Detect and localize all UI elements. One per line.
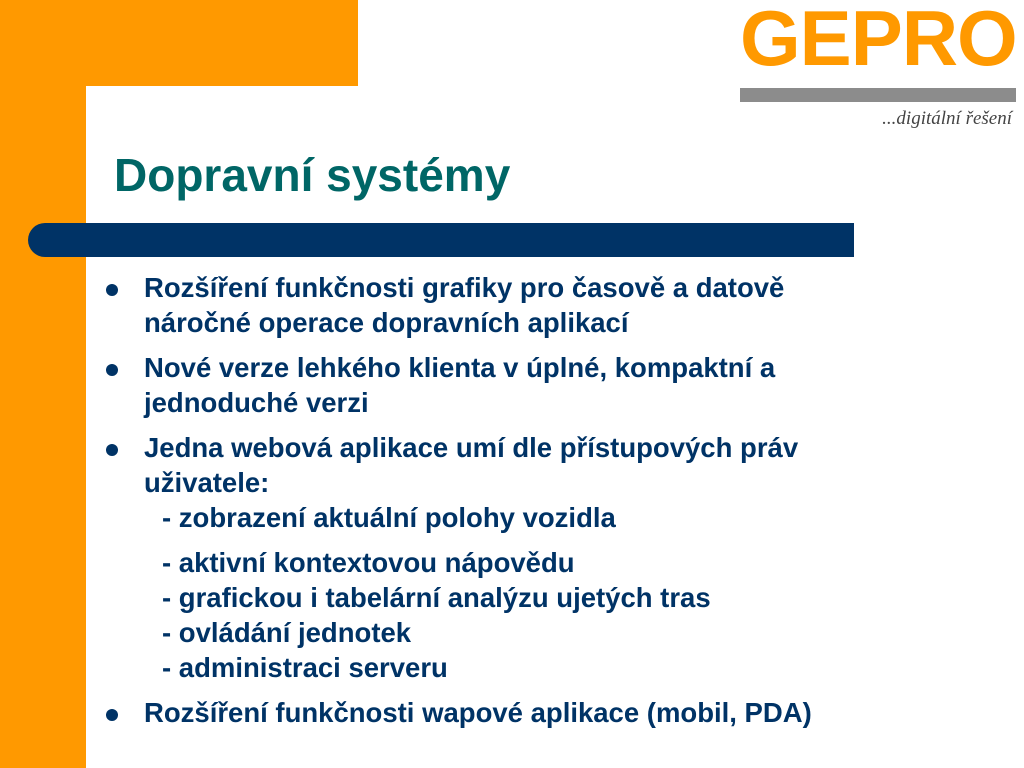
bullet-dot-icon — [106, 284, 118, 296]
bullet-item — [106, 350, 1006, 420]
sub-item: - administraci serveru — [162, 652, 448, 683]
bullet-dot-icon — [106, 444, 118, 456]
slide-title: Dopravní systémy — [114, 149, 511, 201]
title-divider-bar — [28, 223, 854, 257]
bullet-text-line: uživatele: — [144, 467, 270, 498]
bullet-dot-icon — [106, 364, 118, 376]
bullet-item — [106, 430, 1006, 685]
sub-item: - grafickou i tabelární analýzu ujetých tras — [162, 582, 711, 613]
bullet-text-line: Rozšíření funkčnosti grafiky pro časově a datově — [144, 272, 785, 303]
sub-item: - ovládání jednotek — [162, 617, 412, 648]
bullet-text-line: Jedna webová aplikace umí dle přístupových práv — [144, 432, 799, 463]
bullet-text-line: náročné operace dopravních aplikací — [144, 307, 629, 338]
logo-wordmark: GEPRO — [740, 0, 1017, 82]
orange-side-band — [0, 0, 86, 768]
gepro-logo — [734, 0, 1020, 136]
bullet-item — [106, 695, 1006, 730]
bullet-text-line: Rozšíření funkčnosti wapové aplikace (mobil, PDA) — [144, 697, 812, 728]
bullet-text-line: jednoduché verzi — [144, 387, 369, 418]
bullet-text-line: Nové verze lehkého klienta v úplné, kompaktní a — [144, 352, 776, 383]
bullet-list — [106, 270, 1006, 740]
bullet-item — [106, 270, 1006, 340]
logo-underline — [740, 88, 1016, 102]
logo-tagline: ...digitální řešení — [882, 108, 1012, 129]
sub-item: - aktivní kontextovou nápovědu — [162, 547, 575, 578]
bullet-dot-icon — [106, 709, 118, 721]
sub-item: - zobrazení aktuální polohy vozidla — [162, 502, 616, 533]
